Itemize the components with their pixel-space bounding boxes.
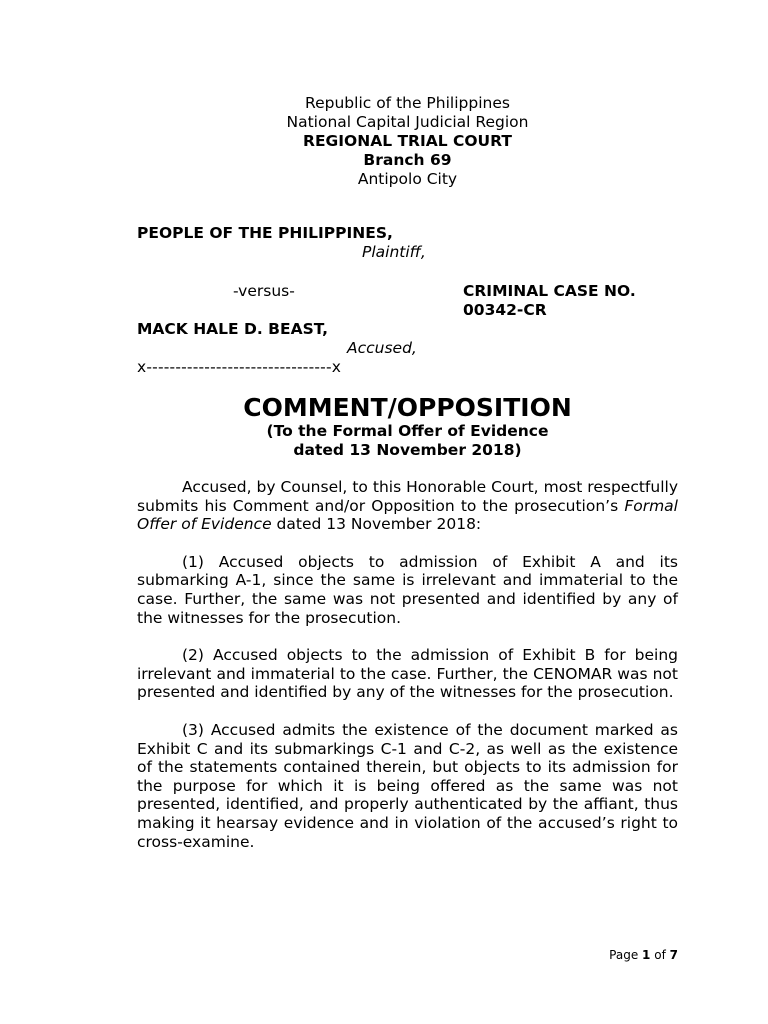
plaintiff-name: PEOPLE OF THE PHILIPPINES, <box>137 224 393 242</box>
court-header <box>137 94 678 189</box>
intro-text-1: Accused, by Counsel, to this Honorable Court, most respectfully submits his Comment and/or Opposition to the prosecution’s <box>137 478 678 515</box>
intro-paragraph <box>137 478 678 534</box>
page-current: 1 <box>642 948 651 962</box>
header-city: Antipolo City <box>357 170 458 188</box>
versus-label: -versus- <box>233 282 295 300</box>
header-region: National Capital Judicial Region <box>286 113 529 131</box>
document-title: COMMENT/OPPOSITION <box>243 393 572 422</box>
page-label: Page <box>609 948 639 962</box>
page-of: of <box>654 948 666 962</box>
accused-role: Accused, <box>347 339 417 357</box>
paragraph-1: (1) Accused objects to admission of Exhibit A and its submarking A-1, since the same is irrelevant and immaterial to the case. Further, the same was not presented and identified by any of the witnesses for the prosecution. <box>137 552 678 627</box>
header-court: REGIONAL TRIAL COURT <box>303 132 512 150</box>
paragraph-3: (3) Accused admits the existence of the document marked as Exhibit C and its submarkings C-1 and C-2, as well as the existence of the statements contained therein, but objects to its admission for the purpose for which it is being offered as the same was not presented, identified, and properly authenticated by the affiant, thus making it hearsay evidence and in violation of the accused’s right to cross-examine. <box>137 720 678 851</box>
case-label: CRIMINAL CASE NO. <box>463 282 636 300</box>
case-number: 00342-CR <box>463 301 547 319</box>
caption-divider: x--------------------------------x <box>137 358 342 376</box>
accused-name: MACK HALE D. BEAST, <box>137 320 328 338</box>
header-branch: Branch 69 <box>363 151 452 169</box>
page-footer <box>609 948 678 962</box>
case-number-block <box>463 282 636 320</box>
intro-text-2: dated 13 November 2018: <box>271 515 482 534</box>
subtitle-line-2: dated 13 November 2018) <box>293 441 522 459</box>
plaintiff-role: Plaintiff, <box>362 243 426 261</box>
header-republic: Republic of the Philippines <box>305 94 510 112</box>
subtitle-line-1: (To the Formal Offer of Evidence <box>266 422 549 440</box>
intro-italic: Formal Offer of Evidence <box>137 496 678 534</box>
document-body <box>137 478 678 870</box>
page-total: 7 <box>669 948 678 962</box>
paragraph-2: (2) Accused objects to the admission of Exhibit B for being irrelevant and immaterial to the case. Further, the CENOMAR was not presented and identified by any of the witnesses for the prosecution. <box>137 646 678 702</box>
document-subtitle <box>137 422 678 460</box>
